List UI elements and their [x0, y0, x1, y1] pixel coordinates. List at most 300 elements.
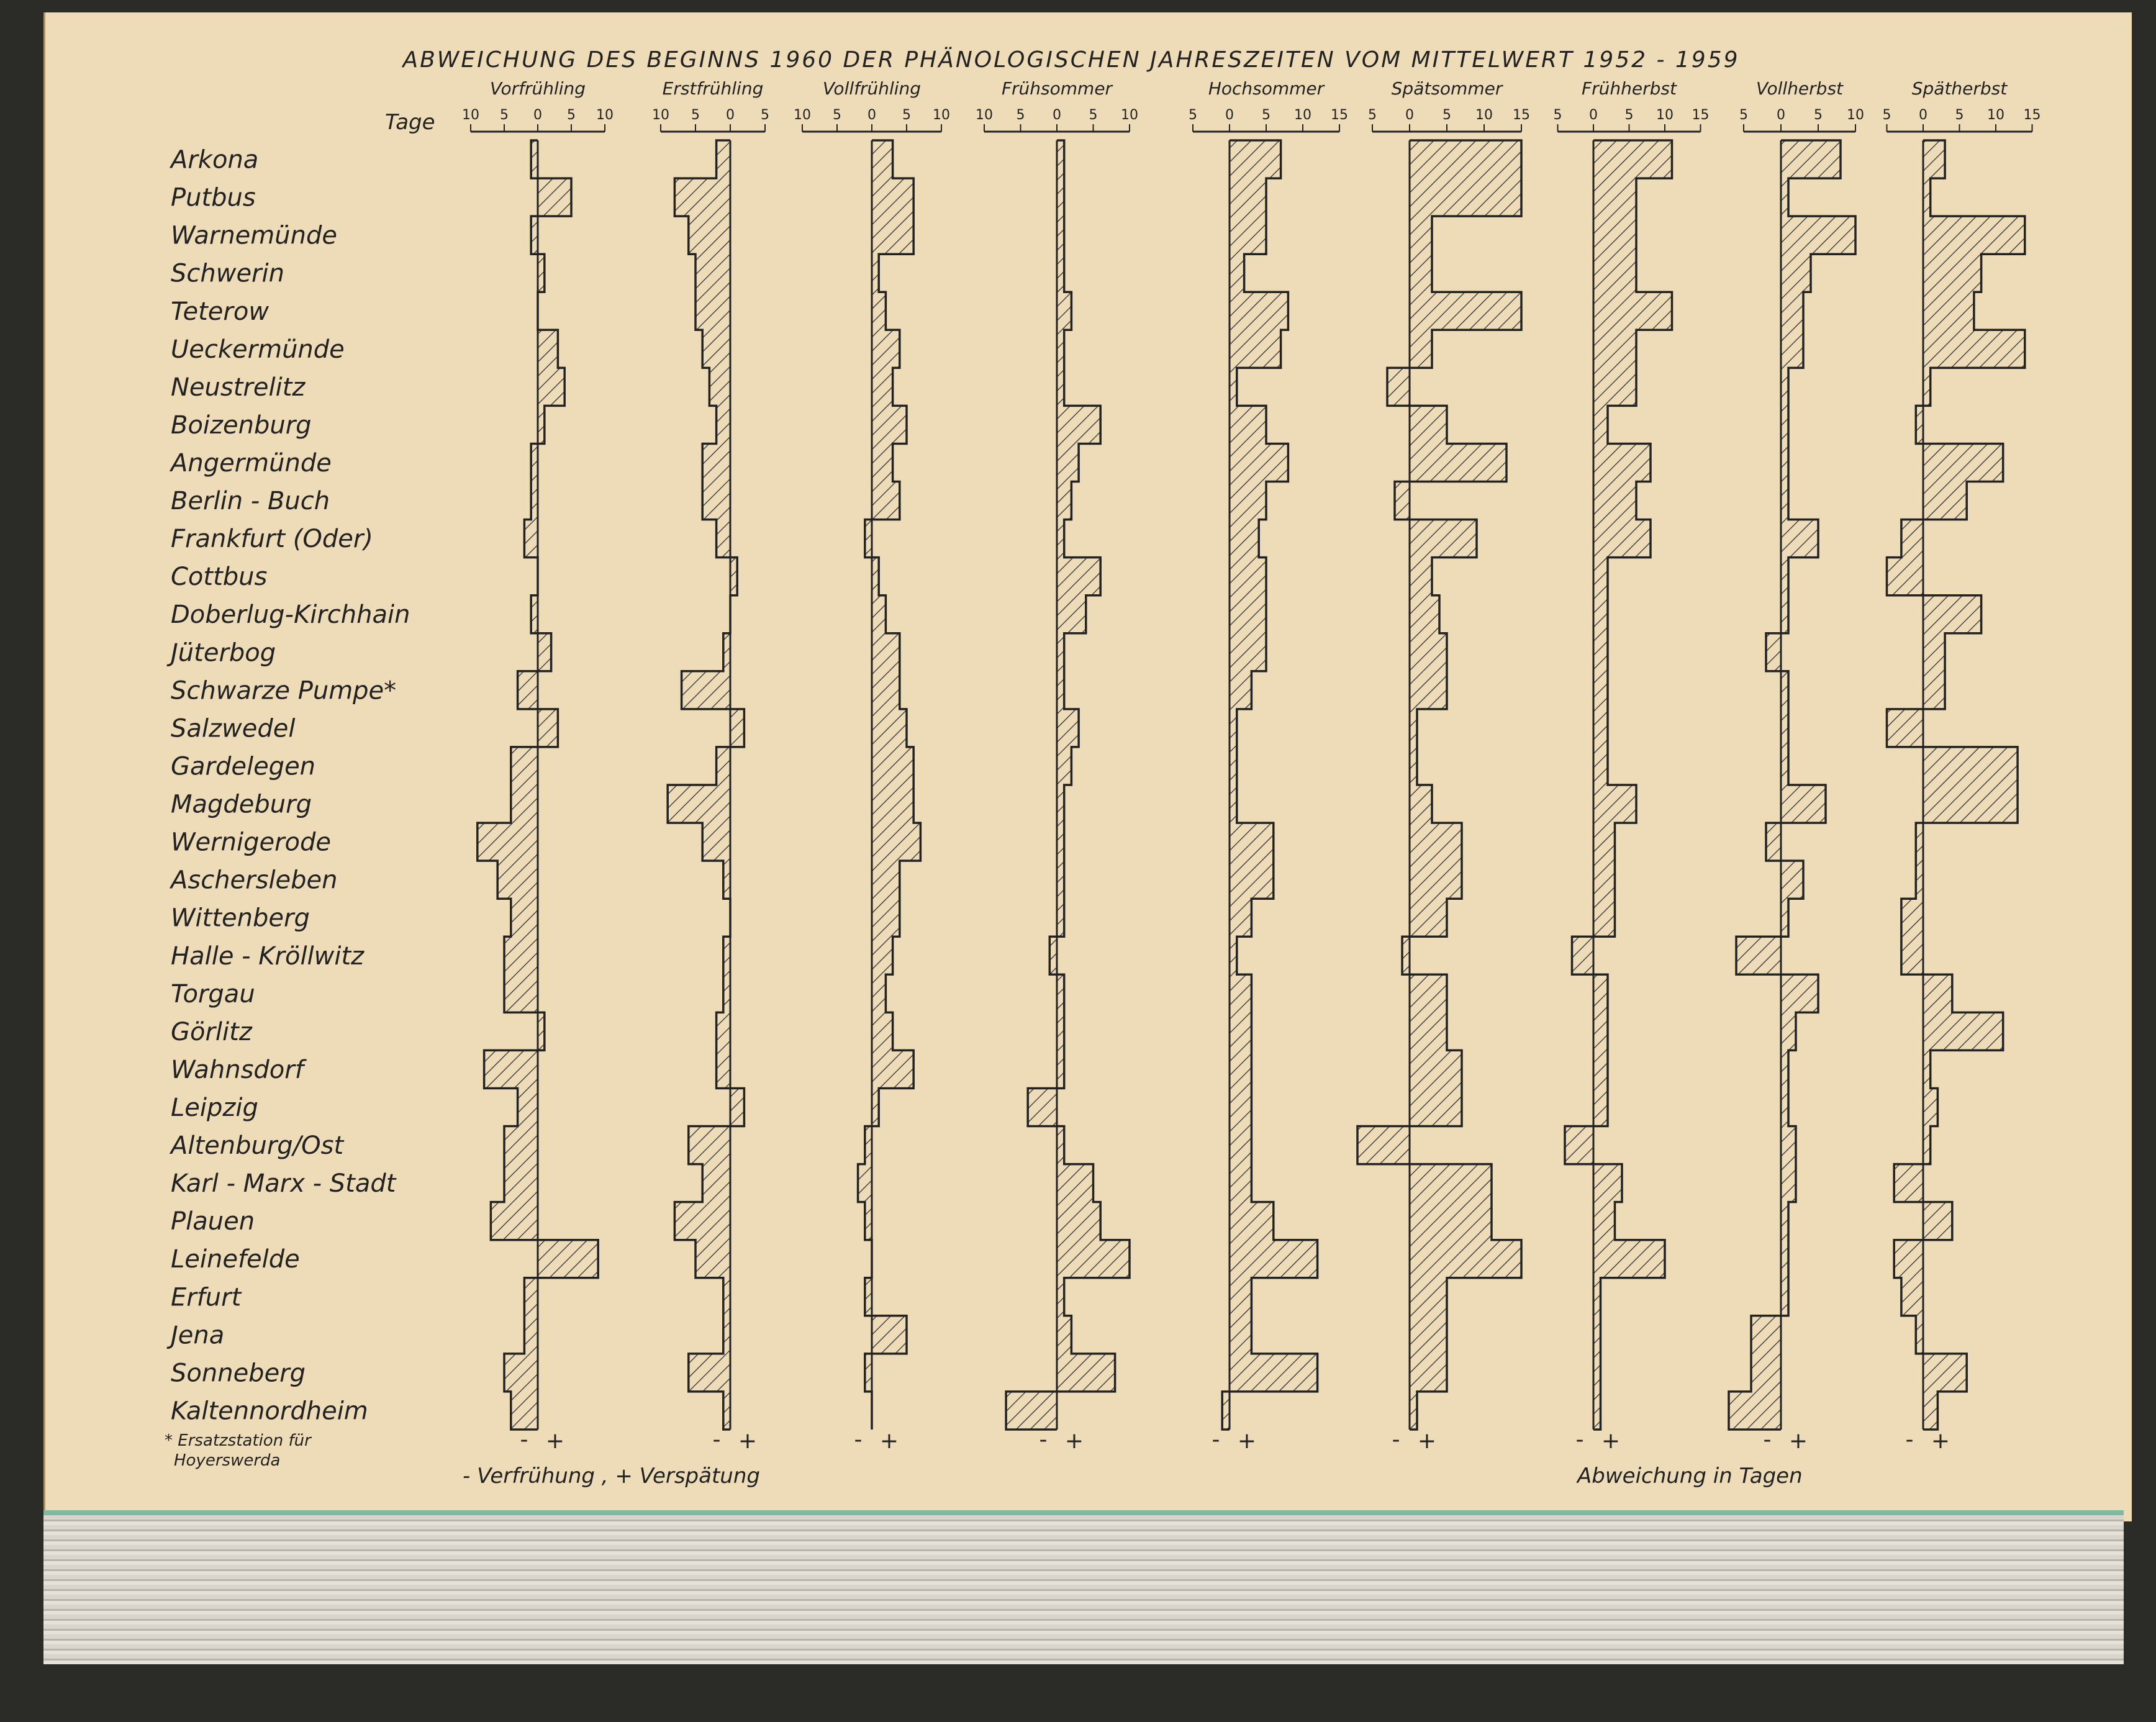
- bar-fruhsommer-jena: [1057, 1316, 1071, 1354]
- station-label-kaltennordheim: Kaltennordheim: [171, 1397, 368, 1426]
- row-axis-label: Tage: [385, 110, 435, 135]
- bar-vollfruhling-putbus: [872, 178, 913, 216]
- station-label-frankfurt-oder: Frankfurt (Oder): [171, 525, 373, 554]
- bar-vollherbst-neustrelitz: [1781, 368, 1788, 406]
- bar-fruhsommer-salzwedel: [1057, 709, 1079, 747]
- bar-hochsommer-jena: [1230, 1316, 1251, 1354]
- bar-hochsommer-teterow: [1230, 292, 1288, 330]
- bar-spatsommer-magdeburg: [1410, 785, 1432, 823]
- bar-vollfruhling-neustrelitz: [872, 368, 893, 406]
- bar-spatsommer-schwerin: [1410, 254, 1432, 292]
- bar-fruhsommer-juterbog: [1057, 633, 1064, 671]
- tick-label-fruhsommer-0: 10: [976, 107, 993, 123]
- bar-hochsommer-ueckermunde: [1230, 330, 1281, 368]
- bar-hochsommer-schwerin: [1230, 254, 1244, 292]
- station-label-plauen: Plauen: [171, 1207, 255, 1236]
- panel-title-fruhsommer: Frühsommer: [1001, 78, 1113, 99]
- bar-fruhsommer-magdeburg: [1057, 785, 1064, 823]
- bar-hochsommer-karl-marx-stadt: [1230, 1164, 1251, 1202]
- bar-spatsommer-kaltennordheim: [1410, 1392, 1417, 1430]
- plus-sign-vollherbst: +: [1788, 1428, 1808, 1454]
- tick-label-spatsommer-3: 10: [1475, 107, 1493, 123]
- plus-sign-spatherbst: +: [1931, 1428, 1950, 1454]
- bar-fruhherbst-halle-krollwitz: [1572, 936, 1594, 974]
- station-label-boizenburg: Boizenburg: [171, 410, 312, 440]
- bar-vollherbst-leinefelde: [1781, 1240, 1788, 1278]
- tick-label-hochsommer-4: 15: [1331, 107, 1348, 123]
- panel-vorfruhling: [462, 78, 614, 1454]
- bar-fruhsommer-boizenburg: [1057, 406, 1100, 443]
- tick-label-hochsommer-1: 0: [1225, 107, 1234, 123]
- tick-label-spatsommer-2: 5: [1443, 107, 1451, 123]
- tick-label-vorfruhling-4: 10: [596, 107, 614, 123]
- bar-fruhsommer-berlin-buch: [1057, 482, 1071, 520]
- tick-label-vollherbst-1: 0: [1777, 107, 1785, 123]
- tick-label-vorfruhling-0: 10: [462, 107, 479, 123]
- bar-fruhherbst-salzwedel: [1593, 709, 1608, 747]
- bar-fruhherbst-wahnsdorf: [1593, 1050, 1608, 1088]
- bar-vollfruhling-berlin-buch: [872, 482, 900, 520]
- bar-vollfruhling-torgau: [872, 974, 886, 1012]
- bar-spatherbst-sonneberg: [1923, 1354, 1967, 1392]
- bar-vollherbst-gardelegen: [1781, 747, 1788, 785]
- station-label-wahnsdorf: Wahnsdorf: [171, 1055, 304, 1084]
- tick-label-hochsommer-2: 5: [1262, 107, 1270, 123]
- bar-spatherbst-karl-marx-stadt: [1894, 1164, 1923, 1202]
- bar-erstfruhling-karl-marx-stadt: [702, 1164, 730, 1202]
- bar-fruhherbst-berlin-buch: [1593, 482, 1636, 520]
- bar-vollfruhling-doberlug-kirchhain: [872, 596, 886, 633]
- plus-sign-spatsommer: +: [1417, 1428, 1437, 1454]
- bar-vollfruhling-boizenburg: [872, 406, 907, 443]
- station-label-halle-krollwitz: Halle - Kröllwitz: [171, 941, 365, 971]
- bar-fruhherbst-putbus: [1593, 178, 1636, 216]
- bar-spatherbst-leipzig: [1923, 1088, 1937, 1126]
- bar-spatsommer-halle-krollwitz: [1402, 936, 1410, 974]
- bar-spatsommer-teterow: [1410, 292, 1521, 330]
- bar-erstfruhling-warnemunde: [689, 216, 730, 254]
- bar-fruhsommer-doberlug-kirchhain: [1057, 596, 1086, 633]
- bar-spatherbst-jena: [1916, 1316, 1923, 1354]
- station-label-schwarze-pumpe: Schwarze Pumpe*: [171, 676, 397, 705]
- panel-title-vollfruhling: Vollfrühling: [822, 78, 922, 99]
- chart-title: ABWEICHUNG DES BEGINNS 1960 DER PHÄNOLOGISCHEN JAHRESZEITEN VOM MITTELWERT 1952 - 1959: [402, 47, 1740, 73]
- bar-fruhherbst-leinefelde: [1593, 1240, 1665, 1278]
- bar-fruhherbst-arkona: [1593, 140, 1672, 178]
- bar-vollherbst-schwarze-pumpe: [1781, 671, 1788, 709]
- bar-spatherbst-juterbog: [1923, 633, 1945, 671]
- bar-erstfruhling-plauen: [674, 1202, 730, 1240]
- bar-fruhsommer-torgau: [1057, 974, 1064, 1012]
- bar-vollherbst-putbus: [1781, 178, 1788, 216]
- plus-sign-erstfruhling: +: [738, 1428, 758, 1454]
- bar-erstfruhling-arkona: [717, 140, 730, 178]
- bar-spatsommer-leinefelde: [1410, 1240, 1521, 1278]
- bar-hochsommer-frankfurt-oder: [1230, 520, 1259, 558]
- bar-spatherbst-putbus: [1923, 178, 1931, 216]
- bar-spatherbst-salzwedel: [1887, 709, 1924, 747]
- bar-vollherbst-torgau: [1781, 974, 1818, 1012]
- bar-fruhherbst-aschersleben: [1593, 861, 1615, 899]
- bar-spatherbst-gardelegen: [1923, 747, 2018, 785]
- minus-sign-spatherbst: -: [1905, 1427, 1914, 1452]
- bar-vorfruhling-leinefelde: [538, 1240, 598, 1278]
- bar-hochsommer-wernigerode: [1230, 823, 1274, 861]
- bar-vorfruhling-torgau: [504, 974, 538, 1012]
- bar-fruhherbst-plauen: [1593, 1202, 1615, 1240]
- bar-fruhsommer-schwerin: [1057, 254, 1064, 292]
- bar-hochsommer-berlin-buch: [1230, 482, 1266, 520]
- bar-vollfruhling-teterow: [872, 292, 886, 330]
- tick-label-erstfruhling-0: 10: [652, 107, 669, 123]
- bar-fruhsommer-leipzig: [1028, 1088, 1057, 1126]
- bar-spatherbst-neustrelitz: [1923, 368, 1931, 406]
- bar-vollherbst-frankfurt-oder: [1781, 520, 1818, 558]
- bar-fruhherbst-cottbus: [1593, 558, 1608, 596]
- bar-fruhsommer-wahnsdorf: [1057, 1050, 1064, 1088]
- station-label-neustrelitz: Neustrelitz: [171, 373, 306, 402]
- plus-sign-fruhherbst: +: [1601, 1428, 1621, 1454]
- panel-title-vollherbst: Vollherbst: [1755, 78, 1844, 99]
- bar-vollherbst-karl-marx-stadt: [1781, 1164, 1796, 1202]
- station-label-torgau: Torgau: [171, 979, 255, 1008]
- bar-fruhsommer-halle-krollwitz: [1049, 936, 1057, 974]
- bar-vollherbst-aschersleben: [1781, 861, 1803, 899]
- bar-fruhherbst-ueckermunde: [1593, 330, 1636, 368]
- bar-vorfruhling-leipzig: [518, 1088, 538, 1126]
- plus-sign-vorfruhling: +: [545, 1428, 565, 1454]
- bar-hochsommer-leinefelde: [1230, 1240, 1318, 1278]
- bar-spatsommer-juterbog: [1410, 633, 1447, 671]
- station-label-jena: Jena: [171, 1321, 225, 1350]
- bar-erstfruhling-leinefelde: [695, 1240, 730, 1278]
- bar-spatherbst-boizenburg: [1916, 406, 1923, 443]
- bar-vorfruhling-wahnsdorf: [484, 1050, 538, 1088]
- bar-spatherbst-schwerin: [1923, 254, 1982, 292]
- bar-erstfruhling-sonneberg: [689, 1354, 730, 1392]
- bar-vollfruhling-schwarze-pumpe: [872, 671, 900, 709]
- bar-vorfruhling-frankfurt-oder: [524, 520, 538, 558]
- station-label-altenburg-ost: Altenburg/Ost: [171, 1131, 344, 1161]
- tick-label-vollherbst-2: 5: [1814, 107, 1823, 123]
- tick-label-spatsommer-1: 0: [1405, 107, 1414, 123]
- tick-label-vollfruhling-3: 5: [902, 107, 911, 123]
- bar-vollherbst-sonneberg: [1751, 1354, 1781, 1392]
- bar-vollherbst-angermunde: [1781, 443, 1788, 481]
- tick-label-spatherbst-0: 5: [1882, 107, 1891, 123]
- bar-fruhsommer-altenburg-ost: [1057, 1126, 1064, 1164]
- station-label-doberlug-kirchhain: Doberlug-Kirchhain: [171, 600, 410, 630]
- panel-hochsommer: [1189, 78, 1348, 1454]
- panel-vollherbst: [1729, 78, 1864, 1454]
- bar-hochsommer-gardelegen: [1230, 747, 1237, 785]
- bar-fruhsommer-schwarze-pumpe: [1057, 671, 1064, 709]
- minus-sign-fruhsommer: -: [1039, 1427, 1048, 1452]
- footnote-line-2: Hoyerswerda: [174, 1451, 281, 1470]
- minus-sign-hochsommer: -: [1212, 1427, 1220, 1452]
- station-label-schwerin: Schwerin: [171, 259, 284, 288]
- bar-erstfruhling-neustrelitz: [709, 368, 730, 406]
- footnote-line-1: * Ersatzstation für: [165, 1431, 311, 1450]
- bar-spatsommer-doberlug-kirchhain: [1410, 596, 1439, 633]
- bar-vollherbst-magdeburg: [1781, 785, 1826, 823]
- bar-fruhsommer-warnemunde: [1057, 216, 1064, 254]
- bar-fruhsommer-wernigerode: [1057, 823, 1064, 861]
- bar-fruhsommer-erfurt: [1057, 1278, 1064, 1316]
- bar-vorfruhling-altenburg-ost: [504, 1126, 538, 1164]
- bar-fruhherbst-boizenburg: [1593, 406, 1608, 443]
- bar-vollfruhling-arkona: [872, 140, 893, 178]
- bar-vollherbst-doberlug-kirchhain: [1781, 596, 1788, 633]
- bar-vollherbst-leipzig: [1781, 1088, 1788, 1126]
- bar-spatherbst-erfurt: [1901, 1278, 1923, 1316]
- bar-spatherbst-halle-krollwitz: [1901, 936, 1923, 974]
- panel-spatsommer: [1357, 78, 1530, 1454]
- tick-label-fruhsommer-1: 5: [1016, 107, 1025, 123]
- bar-erstfruhling-schwerin: [695, 254, 730, 292]
- bar-fruhsommer-leinefelde: [1057, 1240, 1130, 1278]
- bar-spatsommer-sonneberg: [1410, 1354, 1447, 1392]
- station-label-sonneberg: Sonneberg: [171, 1359, 306, 1388]
- station-label-leipzig: Leipzig: [171, 1094, 258, 1122]
- bar-erstfruhling-wahnsdorf: [717, 1050, 730, 1088]
- bar-spatsommer-wernigerode: [1410, 823, 1462, 861]
- station-label-wittenberg: Wittenberg: [171, 904, 310, 933]
- bar-hochsommer-plauen: [1230, 1202, 1274, 1240]
- bar-hochsommer-kaltennordheim: [1222, 1392, 1230, 1430]
- panel-fruhsommer: [976, 78, 1138, 1454]
- bar-vollfruhling-gorlitz: [872, 1012, 893, 1050]
- bar-erstfruhling-magdeburg: [668, 785, 730, 823]
- bar-fruhsommer-cottbus: [1057, 558, 1100, 596]
- bar-spatsommer-neustrelitz: [1387, 368, 1410, 406]
- bar-fruhherbst-teterow: [1593, 292, 1672, 330]
- bar-vollherbst-juterbog: [1766, 633, 1781, 671]
- bar-spatherbst-ueckermunde: [1923, 330, 2025, 368]
- bar-hochsommer-schwarze-pumpe: [1230, 671, 1251, 709]
- station-label-putbus: Putbus: [171, 183, 256, 212]
- bar-fruhsommer-gardelegen: [1057, 747, 1071, 785]
- bar-vollfruhling-aschersleben: [872, 861, 900, 899]
- bar-vorfruhling-plauen: [491, 1202, 538, 1240]
- bar-spatherbst-torgau: [1923, 974, 1952, 1012]
- bar-spatherbst-plauen: [1923, 1202, 1952, 1240]
- bar-spatsommer-salzwedel: [1410, 709, 1417, 747]
- station-label-wernigerode: Wernigerode: [171, 828, 331, 857]
- tick-label-hochsommer-3: 10: [1294, 107, 1311, 123]
- bar-spatsommer-wittenberg: [1410, 899, 1447, 936]
- bar-vorfruhling-neustrelitz: [538, 368, 564, 406]
- bar-vorfruhling-gardelegen: [511, 747, 538, 785]
- bar-fruhherbst-angermunde: [1593, 443, 1651, 481]
- bar-vollherbst-teterow: [1781, 292, 1803, 330]
- tick-label-fruhherbst-3: 10: [1656, 107, 1674, 123]
- bar-vorfruhling-putbus: [538, 178, 571, 216]
- bar-vollherbst-erfurt: [1781, 1278, 1788, 1316]
- bar-vollherbst-gorlitz: [1781, 1012, 1796, 1050]
- bar-spatsommer-arkona: [1410, 140, 1521, 178]
- station-label-salzwedel: Salzwedel: [171, 714, 296, 743]
- panel-title-vorfruhling: Vorfrühling: [489, 78, 586, 99]
- bar-vollherbst-jena: [1751, 1316, 1781, 1354]
- station-label-teterow: Teterow: [171, 297, 270, 326]
- tick-label-erstfruhling-1: 5: [691, 107, 700, 123]
- bar-spatherbst-schwarze-pumpe: [1923, 671, 1945, 709]
- station-label-juterbog: Jüterbog: [171, 638, 276, 668]
- bar-vorfruhling-halle-krollwitz: [504, 936, 538, 974]
- bar-fruhherbst-schwarze-pumpe: [1593, 671, 1608, 709]
- bar-spatsommer-torgau: [1410, 974, 1447, 1012]
- bar-vorfruhling-juterbog: [538, 633, 551, 671]
- bar-hochsommer-warnemunde: [1230, 216, 1266, 254]
- bar-erstfruhling-altenburg-ost: [689, 1126, 730, 1164]
- bar-fruhsommer-sonneberg: [1057, 1354, 1115, 1392]
- bar-vollherbst-boizenburg: [1781, 406, 1788, 443]
- bar-vollherbst-schwerin: [1781, 254, 1811, 292]
- tick-label-erstfruhling-3: 5: [761, 107, 769, 123]
- bar-spatherbst-arkona: [1923, 140, 1945, 178]
- station-label-karl-marx-stadt: Karl - Marx - Stadt: [171, 1169, 396, 1199]
- bar-vorfruhling-wittenberg: [511, 899, 538, 936]
- bar-fruhsommer-neustrelitz: [1057, 368, 1064, 406]
- bar-hochsommer-leipzig: [1230, 1088, 1251, 1126]
- bar-spatsommer-warnemunde: [1410, 216, 1432, 254]
- bar-hochsommer-cottbus: [1230, 558, 1266, 596]
- bar-spatherbst-frankfurt-oder: [1901, 520, 1923, 558]
- bar-spatherbst-magdeburg: [1923, 785, 2018, 823]
- x-axis-label: Abweichung in Tagen: [1577, 1464, 1803, 1489]
- station-label-cottbus: Cottbus: [171, 563, 268, 592]
- station-label-warnemunde: Warnemünde: [171, 221, 337, 250]
- bar-vorfruhling-ueckermunde: [538, 330, 558, 368]
- bar-spatherbst-warnemunde: [1923, 216, 2025, 254]
- tick-label-vollherbst-3: 10: [1847, 107, 1864, 123]
- bar-fruhherbst-doberlug-kirchhain: [1593, 596, 1608, 633]
- tick-label-fruhsommer-3: 5: [1089, 107, 1098, 123]
- bar-fruhherbst-altenburg-ost: [1565, 1126, 1593, 1164]
- tick-label-hochsommer-0: 5: [1189, 107, 1197, 123]
- minus-sign-vollfruhling: -: [854, 1427, 863, 1452]
- tick-label-fruhherbst-4: 15: [1692, 107, 1710, 123]
- bar-spatsommer-ueckermunde: [1410, 330, 1432, 368]
- bar-vollherbst-wittenberg: [1781, 899, 1788, 936]
- station-label-arkona: Arkona: [171, 145, 259, 174]
- tick-label-vollfruhling-4: 10: [933, 107, 950, 123]
- bar-fruhsommer-gorlitz: [1057, 1012, 1064, 1050]
- bar-fruhsommer-angermunde: [1057, 443, 1079, 481]
- bar-hochsommer-boizenburg: [1230, 406, 1266, 443]
- bar-vollherbst-berlin-buch: [1781, 482, 1788, 520]
- bar-vollfruhling-gardelegen: [872, 747, 913, 785]
- bar-vollherbst-wahnsdorf: [1781, 1050, 1788, 1088]
- station-label-leinefelde: Leinefelde: [171, 1245, 300, 1274]
- bar-vorfruhling-schwarze-pumpe: [518, 671, 538, 709]
- tick-label-fruhsommer-4: 10: [1121, 107, 1138, 123]
- station-label-berlin-buch: Berlin - Buch: [171, 487, 330, 516]
- plus-sign-hochsommer: +: [1237, 1428, 1257, 1454]
- bar-fruhherbst-gardelegen: [1593, 747, 1608, 785]
- bar-spatherbst-teterow: [1923, 292, 1974, 330]
- bar-fruhherbst-leipzig: [1593, 1088, 1608, 1126]
- bar-spatsommer-berlin-buch: [1395, 482, 1410, 520]
- bar-spatsommer-schwarze-pumpe: [1410, 671, 1447, 709]
- bar-vorfruhling-jena: [524, 1316, 538, 1354]
- minus-sign-erstfruhling: -: [712, 1427, 721, 1452]
- tick-label-vollherbst-0: 5: [1739, 107, 1748, 123]
- bar-erstfruhling-wernigerode: [702, 823, 730, 861]
- bar-vollfruhling-angermunde: [872, 443, 893, 481]
- bar-spatherbst-aschersleben: [1916, 861, 1923, 899]
- bar-vollherbst-ueckermunde: [1781, 330, 1803, 368]
- bar-hochsommer-gorlitz: [1230, 1012, 1251, 1050]
- bar-fruhsommer-kaltennordheim: [1006, 1392, 1057, 1430]
- panel-title-fruhherbst: Frühherbst: [1582, 78, 1677, 99]
- bar-erstfruhling-salzwedel: [730, 709, 744, 747]
- bar-vorfruhling-salzwedel: [538, 709, 558, 747]
- tick-label-erstfruhling-2: 0: [726, 107, 735, 123]
- bar-hochsommer-erfurt: [1230, 1278, 1251, 1316]
- bar-vollherbst-halle-krollwitz: [1736, 936, 1781, 974]
- panel-title-spatherbst: Spätherbst: [1911, 78, 2008, 99]
- station-label-angermunde: Angermünde: [171, 449, 332, 478]
- bar-erstfruhling-angermunde: [702, 443, 730, 481]
- bar-erstfruhling-ueckermunde: [702, 330, 730, 368]
- bar-hochsommer-juterbog: [1230, 633, 1266, 671]
- bar-vollherbst-plauen: [1781, 1202, 1788, 1240]
- bar-vollfruhling-ueckermunde: [872, 330, 900, 368]
- station-label-magdeburg: Magdeburg: [171, 790, 312, 819]
- bar-spatsommer-aschersleben: [1410, 861, 1462, 899]
- bar-vollfruhling-magdeburg: [872, 785, 913, 823]
- bar-fruhherbst-magdeburg: [1593, 785, 1636, 823]
- sign-legend: - Verfrühung , + Verspätung: [463, 1464, 760, 1489]
- bar-vorfruhling-wernigerode: [478, 823, 538, 861]
- bar-spatherbst-altenburg-ost: [1923, 1126, 1931, 1164]
- bar-hochsommer-wahnsdorf: [1230, 1050, 1251, 1088]
- tick-label-fruhsommer-2: 0: [1053, 107, 1061, 123]
- bar-hochsommer-magdeburg: [1230, 785, 1237, 823]
- bar-fruhherbst-wittenberg: [1593, 899, 1615, 936]
- tick-label-spatsommer-0: 5: [1368, 107, 1377, 123]
- bar-vorfruhling-erfurt: [524, 1278, 538, 1316]
- bar-vorfruhling-magdeburg: [511, 785, 538, 823]
- tick-label-spatsommer-4: 15: [1513, 107, 1530, 123]
- bar-spatsommer-gardelegen: [1410, 747, 1417, 785]
- tick-label-fruhherbst-0: 5: [1553, 107, 1562, 123]
- bar-hochsommer-wittenberg: [1230, 899, 1251, 936]
- bar-erstfruhling-putbus: [674, 178, 730, 216]
- station-label-erfurt: Erfurt: [171, 1283, 242, 1312]
- bar-vollherbst-cottbus: [1781, 558, 1788, 596]
- bar-erstfruhling-schwarze-pumpe: [682, 671, 730, 709]
- bar-spatherbst-leinefelde: [1894, 1240, 1923, 1278]
- bar-spatsommer-jena: [1410, 1316, 1447, 1354]
- bar-erstfruhling-teterow: [695, 292, 730, 330]
- bar-spatherbst-doberlug-kirchhain: [1923, 596, 1982, 633]
- tick-label-spatherbst-2: 5: [1955, 107, 1964, 123]
- bar-hochsommer-neustrelitz: [1230, 368, 1237, 406]
- tick-label-fruhherbst-1: 0: [1589, 107, 1598, 123]
- tick-label-fruhherbst-2: 5: [1624, 107, 1634, 123]
- bar-vorfruhling-kaltennordheim: [511, 1392, 538, 1430]
- minus-sign-fruhherbst: -: [1575, 1427, 1584, 1452]
- bar-vollfruhling-salzwedel: [872, 709, 907, 747]
- bar-vollfruhling-wittenberg: [872, 899, 900, 936]
- tick-label-vorfruhling-2: 0: [533, 107, 542, 123]
- minus-sign-vollherbst: -: [1763, 1427, 1772, 1452]
- bar-fruhherbst-wernigerode: [1593, 823, 1615, 861]
- station-label-gorlitz: Görlitz: [171, 1017, 252, 1046]
